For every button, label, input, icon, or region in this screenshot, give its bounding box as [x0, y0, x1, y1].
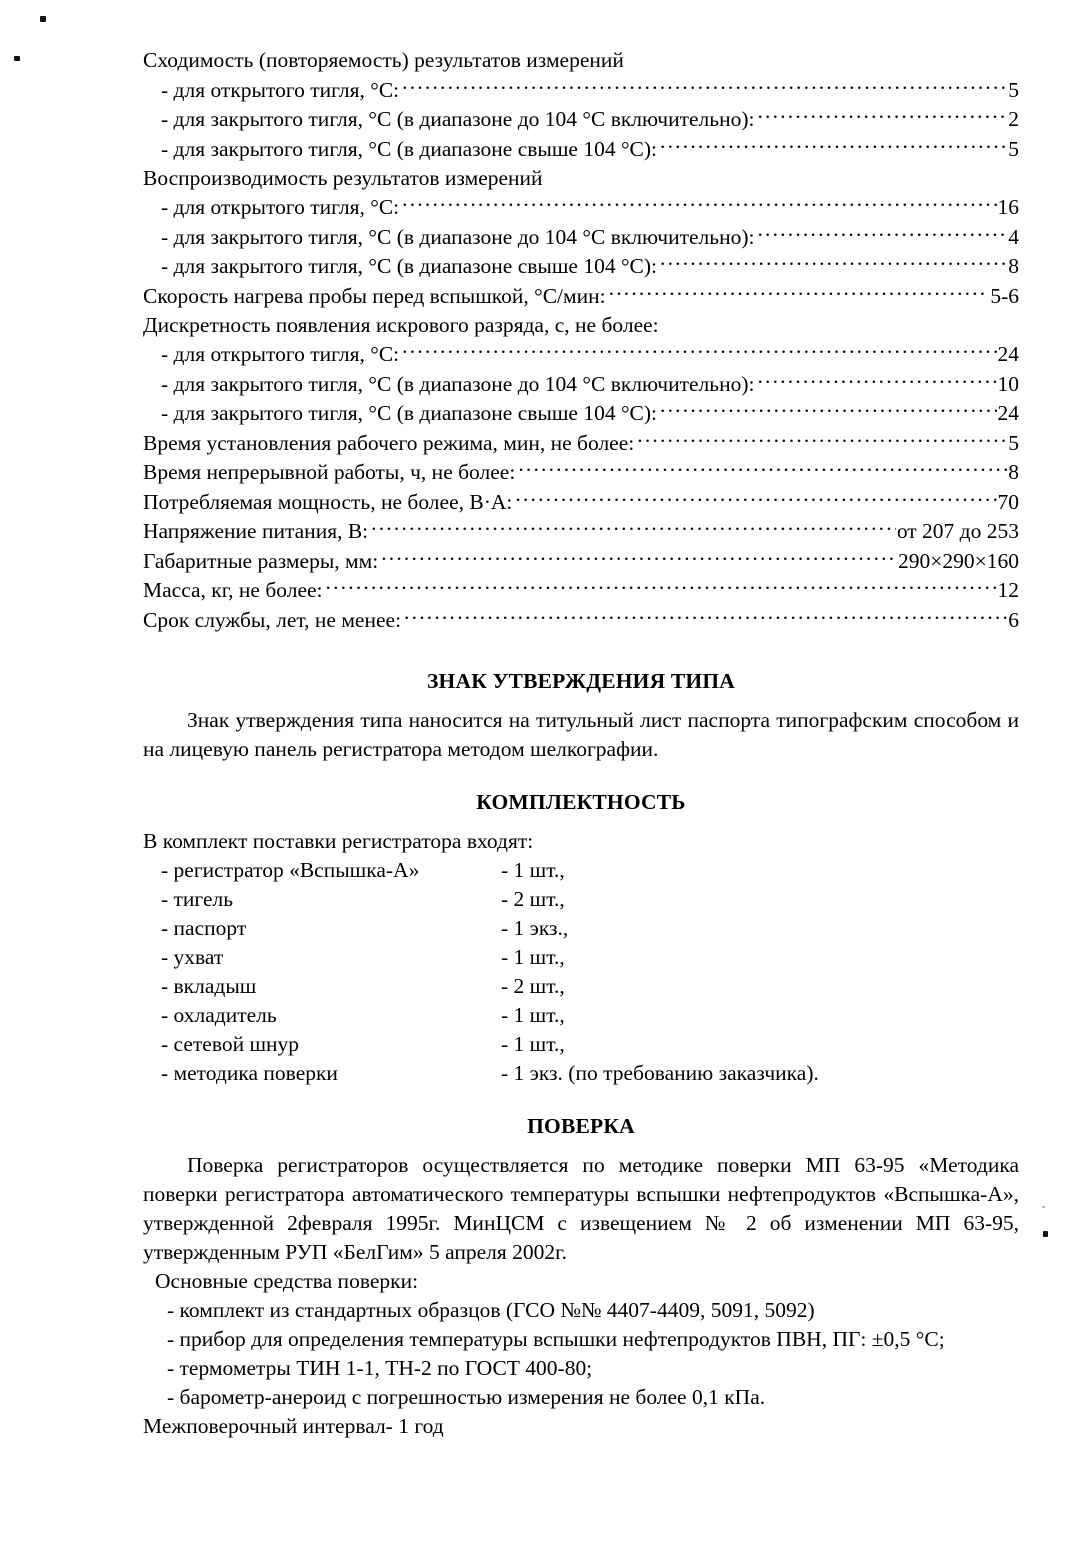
spec-value: 16	[997, 195, 1019, 219]
kit-item	[143, 972, 1019, 1001]
section-heading-type-mark: ЗНАК УТВЕРЖДЕНИЯ ТИПА	[427, 668, 735, 693]
spec-value: 290×290×160	[897, 548, 1019, 573]
spec-row	[143, 546, 1019, 576]
scan-speckle-icon	[40, 16, 46, 22]
leader-dots	[402, 340, 996, 362]
verification-means-item: - прибор для определения температуры вспышки нефтепродуктов ПВН, ПГ: ±0,5 °С;	[167, 1326, 945, 1351]
leader-dots	[757, 222, 1007, 244]
spec-row	[143, 193, 1019, 223]
spec-value: 6	[1008, 607, 1019, 632]
spec-row	[143, 222, 1019, 252]
leader-dots	[757, 105, 1007, 127]
kit-item-qty: - 1 шт.,	[501, 857, 565, 882]
spec-row	[143, 340, 1019, 370]
spec-value: 24	[997, 342, 1019, 366]
kit-item	[143, 1030, 1019, 1059]
type-mark-paragraph: Знак утверждения типа наносится на титульный лист паспорта типографским способом и на лицевую панель регистратора методом шелкографии.	[143, 707, 1019, 761]
spec-label: - для закрытого тигля, °С (в диапазоне свыше 104 °С):	[161, 401, 658, 425]
spec-label: Потребляемая мощность, не более, В·А:	[143, 489, 513, 514]
kit-item-name: - вкладыш	[161, 973, 257, 998]
spec-label: - для закрытого тигля, °С (в диапазоне до 104 °С включительно):	[161, 371, 755, 396]
kit-item-qty: - 1 шт.,	[501, 1031, 565, 1056]
kit-item-name: - сетевой шнур	[161, 1031, 300, 1056]
leader-dots	[609, 281, 990, 303]
kit-item-qty: - 2 шт.,	[501, 973, 565, 998]
spec-value: 70	[997, 489, 1019, 514]
spec-row	[143, 399, 1019, 429]
verification-interval: Межповерочный интервал- 1 год	[143, 1413, 444, 1438]
spec-row	[143, 605, 1019, 635]
leader-dots	[404, 605, 1007, 627]
kit-item-qty: - 2 шт.,	[501, 886, 565, 911]
kit-item-qty: - 1 шт.,	[501, 944, 565, 969]
kit-item	[143, 914, 1019, 943]
scan-speckle-icon	[14, 56, 20, 61]
spec-group-title: Дискретность появления искрового разряда, с, не более:	[143, 312, 659, 337]
kit-item-name: - методика поверки	[161, 1060, 338, 1085]
leader-dots	[402, 193, 996, 215]
kit-item	[143, 943, 1019, 972]
spec-label: Срок службы, лет, не менее:	[143, 607, 402, 632]
spec-value: 24	[997, 401, 1019, 425]
specifications-section	[143, 46, 1019, 635]
spec-label: Напряжение питания, В:	[143, 519, 369, 543]
kit-item-name: - паспорт	[161, 915, 247, 940]
spec-label: - для открытого тигля, °С:	[161, 342, 400, 366]
spec-value: 8	[1008, 460, 1019, 484]
spec-row	[143, 281, 1019, 311]
verification-means-item: - комплект из стандартных образцов (ГСО №№ 4407-4409, 5091, 5092)	[167, 1297, 815, 1322]
kit-list	[143, 856, 1019, 1088]
kit-intro: В комплект поставки регистратора входят:	[143, 828, 534, 853]
kit-item	[143, 885, 1019, 914]
spec-label: - для закрытого тигля, °С (в диапазоне свыше 104 °С):	[161, 136, 658, 161]
leader-dots	[518, 458, 1007, 480]
spec-row	[143, 487, 1019, 517]
verification-means-item: - барометр-анероид с погрешностью измерения не более 0,1 кПа.	[167, 1384, 766, 1409]
kit-item-name: - охладитель	[161, 1002, 277, 1027]
leader-dots	[402, 75, 1007, 97]
spec-row	[143, 134, 1019, 164]
leader-dots	[660, 399, 996, 421]
spec-row	[143, 458, 1019, 488]
leader-dots	[381, 546, 897, 568]
kit-item-qty: - 1 шт.,	[501, 1002, 565, 1027]
spec-value: 8	[1008, 254, 1019, 278]
leader-dots	[515, 487, 996, 509]
spec-row	[143, 75, 1019, 105]
spec-row	[143, 576, 1019, 606]
spec-group-title: Воспроизводимость результатов измерений	[143, 165, 543, 190]
leader-dots	[757, 369, 996, 391]
leader-dots	[637, 428, 1007, 450]
verification-means-title: Основные средства поверки:	[155, 1268, 419, 1293]
spec-row	[143, 369, 1019, 399]
verification-means-item: - термометры ТИН 1-1, ТН-2 по ГОСТ 400-80;	[167, 1355, 593, 1380]
spec-value: от 207 до 253	[896, 519, 1019, 543]
kit-item-qty: - 1 экз. (по требованию заказчика).	[501, 1060, 819, 1085]
spec-row	[143, 105, 1019, 135]
leader-dots	[660, 252, 1007, 274]
kit-item	[143, 856, 1019, 885]
spec-row	[143, 517, 1019, 547]
leader-dots	[371, 517, 896, 539]
kit-item	[143, 1001, 1019, 1030]
spec-label: - для открытого тигля, °С:	[161, 77, 400, 102]
spec-label: Масса, кг, не более:	[143, 578, 323, 602]
spec-value: 5	[1008, 136, 1019, 161]
spec-value: 4	[1008, 224, 1019, 249]
spec-group-title: Сходимость (повторяемость) результатов измерений	[143, 48, 624, 72]
spec-value: 5	[1008, 430, 1019, 455]
spec-label: Скорость нагрева пробы перед вспышкой, °С/мин:	[143, 283, 606, 308]
spec-row	[143, 428, 1019, 458]
spec-value: 12	[997, 578, 1019, 602]
section-heading-verification: ПОВЕРКА	[527, 1113, 635, 1138]
spec-row	[143, 252, 1019, 282]
leader-dots	[660, 134, 1007, 156]
kit-item-name: - тигель	[161, 886, 234, 911]
spec-value: 2	[1008, 107, 1019, 131]
kit-item-name: - регистратор «Вспышка-А»	[161, 857, 420, 882]
spec-label: Время установления рабочего режима, мин, не более:	[143, 430, 635, 455]
spec-label: - для закрытого тигля, °С (в диапазоне свыше 104 °С):	[161, 254, 658, 278]
section-heading-kit: КОМПЛЕКТНОСТЬ	[476, 789, 686, 814]
kit-item	[143, 1059, 1019, 1088]
kit-item-name: - ухват	[161, 944, 224, 969]
spec-label: - для открытого тигля, °С:	[161, 195, 400, 219]
scan-speckle-icon	[1042, 1206, 1045, 1208]
spec-label: - для закрытого тигля, °С (в диапазоне до 104 °С включительно):	[161, 224, 755, 249]
spec-value: 5-6	[990, 283, 1019, 308]
spec-label: Время непрерывной работы, ч, не более:	[143, 460, 516, 484]
spec-value: 10	[997, 371, 1019, 396]
verification-paragraph: Поверка регистраторов осуществляется по методике поверки МП 63-95 «Методика поверки регистратора автоматического температуры вспышки нефтепродуктов «Вспышка-А», утвержденной 2февраля 1995г. МинЦСМ с извещением № 2 об изменении МП 63-95, утвержденным РУП «БелГим» 5 апреля 2002г.	[143, 1152, 1019, 1264]
kit-item-qty: - 1 экз.,	[501, 915, 569, 940]
spec-label: - для закрытого тигля, °С (в диапазоне до 104 °С включительно):	[161, 107, 755, 131]
document-body	[143, 46, 1019, 1441]
spec-label: Габаритные размеры, мм:	[143, 548, 379, 573]
scan-speckle-icon	[1043, 1231, 1048, 1237]
leader-dots	[326, 576, 997, 598]
spec-value: 5	[1008, 77, 1019, 102]
